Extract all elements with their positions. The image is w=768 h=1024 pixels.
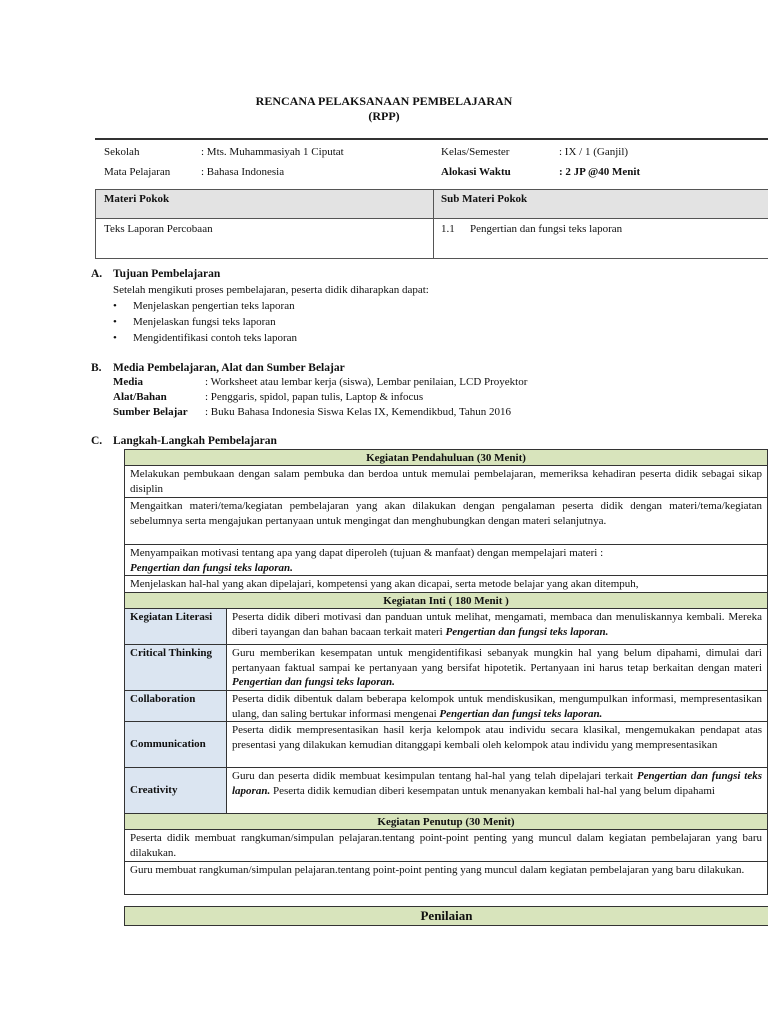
literasi-text: Peserta didik diberi motivasi dan panduan untuk melihat, mengamati, membaca dan menuliskannya kembali. Mereka diberi tayangan dan bahan bacaan terkait materi Pengertian dan fungsi teks laporan. — [227, 609, 768, 645]
sekolah-value: : Mts. Muhammasiyah 1 Ciputat — [201, 146, 344, 158]
section-a-intro: Setelah mengikuti proses pembelajaran, peserta didik diharapkan dapat: — [113, 284, 429, 296]
section-b-heading — [91, 362, 345, 374]
alokasi-value: : 2 JP @40 Menit — [559, 166, 641, 178]
sekolah-label: Sekolah — [104, 146, 140, 158]
critical-text: Guru memberikan kesempatan untuk mengidentifikasi sebanyak mungkin hal yang belum dipahami, dimulai dari pertanyaan faktual sampai ke pertanyaan yang bersifat hipotetik. Pertanyaan ini harus tetap berkaitan dengan materi Pengertian dan fungsi teks laporan. — [227, 645, 768, 691]
media-value: : Worksheet atau lembar kerja (siswa), Lembar penilaian, LCD Proyektor — [205, 376, 528, 388]
pendahuluan-row-4: Menjelaskan hal-hal yang akan dipelajari, kompetensi yang akan dicapai, serta metode belajar yang akan ditempuh, — [125, 576, 768, 593]
sumber-label: Sumber Belajar — [113, 406, 188, 418]
bullet-icon: • — [113, 316, 117, 328]
bullet-icon: • — [113, 300, 117, 312]
page-title: RENCANA PELAKSANAAN PEMBELAJARAN — [255, 94, 513, 108]
critical-label: Critical Thinking — [125, 645, 227, 691]
section-a-heading — [91, 268, 220, 280]
section-b-letter: B. — [91, 362, 102, 374]
section-b-title: Media Pembelajaran, Alat dan Sumber Belajar — [113, 362, 345, 374]
list-item: • Menjelaskan fungsi teks laporan — [113, 316, 276, 328]
sub-materi-value: Pengertian dan fungsi teks laporan — [470, 223, 623, 235]
collaboration-label: Collaboration — [125, 691, 227, 722]
kelas-value: : IX / 1 (Ganjil) — [559, 146, 629, 158]
bullet-icon: • — [113, 332, 117, 344]
kelas-label: Kelas/Semester — [441, 146, 510, 158]
section-a-letter: A. — [91, 268, 103, 280]
literasi-label: Kegiatan Literasi — [125, 609, 227, 645]
pendahuluan-row-1: Melakukan pembukaan dengan salam pembuka dan berdoa untuk memulai pembelajaran, memeriksa kehadiran peserta didik sebagai sikap disiplin — [125, 466, 768, 498]
mapel-value: : Bahasa Indonesia — [201, 166, 285, 178]
mapel-label: Mata Pelajaran — [104, 166, 171, 178]
pendahuluan-band: Kegiatan Pendahuluan (30 Menit) — [125, 450, 768, 466]
media-label: Media — [113, 376, 143, 388]
sub-materi-number: 1.1 — [441, 223, 455, 235]
page-subtitle: (RPP) — [368, 109, 400, 123]
penutup-row-2: Guru membuat rangkuman/simpulan pelajaran.tentang point-point penting yang muncul dalam kegiatan pembelajaran yang baru dilakukan. — [125, 862, 768, 895]
steps-table — [124, 449, 768, 895]
inti-band: Kegiatan Inti ( 180 Menit ) — [125, 593, 768, 609]
creativity-label: Creativity — [125, 768, 227, 814]
sub-materi-header: Sub Materi Pokok — [441, 193, 528, 205]
communication-text: Peserta didik mempresentasikan hasil kerja kelompok atau individu secara klasikal, mengemukakan pendapat atas presentasi yang dilakukan kemudian ditanggapi kembali oleh kelompok atau individu yang mempresentasikan — [227, 722, 768, 768]
section-a-title: Tujuan Pembelajaran — [113, 268, 221, 280]
pendahuluan-row-2: Mengaitkan materi/tema/kegiatan pembelajaran yang akan dilakukan dengan pengalaman peserta didik dengan materi/tema/kegiatan sebelumnya serta mengajukan pertanyaan untuk mengingat dan menghubungkan dengan materi selanjutnya. — [125, 498, 768, 545]
penilaian-header: Penilaian — [124, 906, 768, 926]
list-item: • Mengidentifikasi contoh teks laporan — [113, 332, 298, 344]
materi-header-row — [95, 189, 768, 219]
sumber-value: : Buku Bahasa Indonesia Siswa Kelas IX, Kemendikbud, Tahun 2016 — [205, 406, 512, 418]
section-c-letter: C. — [91, 435, 103, 447]
creativity-text: Guru dan peserta didik membuat kesimpulan tentang hal-hal yang telah dipelajari terkait Pengertian dan fungsi teks laporan. Peserta didik kemudian diberi kesempatan untuk menanyakan kembali hal-hal yang belum dipahami — [227, 768, 768, 814]
identity-table — [95, 138, 768, 140]
communication-label: Communication — [125, 722, 227, 768]
collaboration-text: Peserta didik dibentuk dalam beberapa kelompok untuk mendiskusikan, mengumpulkan informasi, mempresentasikan ulang, dan saling bertukar informasi mengenai Pengertian dan fungsi teks laporan. — [227, 691, 768, 722]
penutup-row-1: Peserta didik membuat rangkuman/simpulan pelajaran.tentang point-point penting yang muncul dalam kegiatan pembelajaran yang baru dilakukan. — [125, 830, 768, 862]
list-item: • Menjelaskan pengertian teks laporan — [113, 300, 295, 312]
materi-header: Materi Pokok — [104, 193, 170, 205]
pendahuluan-row-3: Menyampaikan motivasi tentang apa yang dapat diperoleh (tujuan & manfaat) dengan mempelajari materi : Pengertian dan fungsi teks laporan. — [125, 545, 768, 576]
section-c-heading — [91, 435, 277, 447]
alat-label: Alat/Bahan — [113, 391, 167, 403]
alat-value: : Penggaris, spidol, papan tulis, Laptop & infocus — [205, 391, 424, 403]
penutup-band: Kegiatan Penutup (30 Menit) — [125, 814, 768, 830]
section-c-title: Langkah-Langkah Pembelajaran — [113, 435, 277, 447]
materi-value: Teks Laporan Percobaan — [104, 223, 213, 235]
alokasi-label: Alokasi Waktu — [441, 166, 511, 178]
